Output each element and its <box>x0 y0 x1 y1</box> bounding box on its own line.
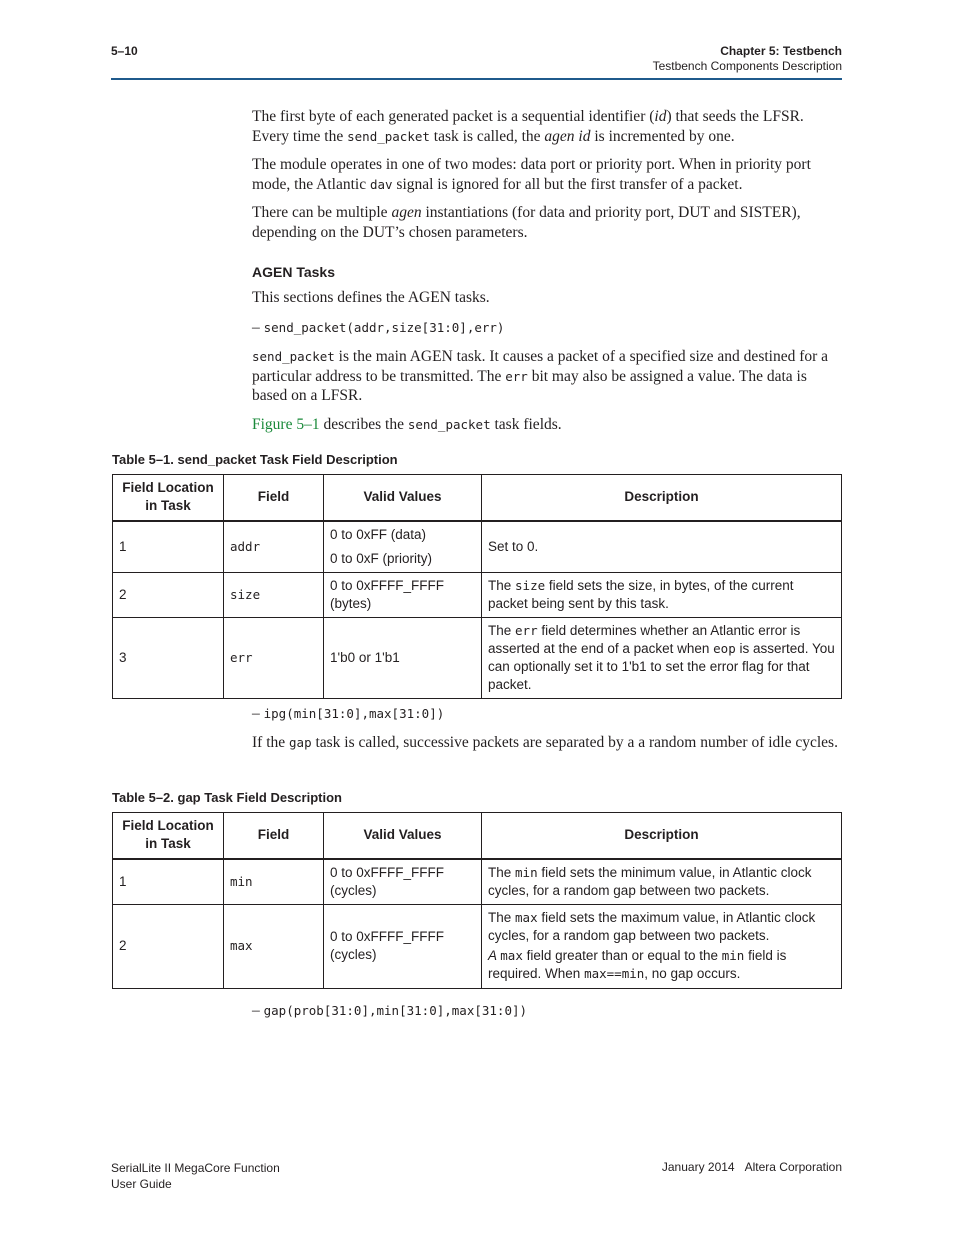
cell-field: err <box>224 617 324 698</box>
text-run: field sets the minimum value, in Atlantic clock cycles, for a random gap between two packets. <box>488 864 812 898</box>
code-size: size <box>515 577 546 593</box>
cell-location: 2 <box>113 572 224 617</box>
text-run: field sets the maximum value, in Atlantic clock cycles, for a random gap between two packets. <box>488 910 816 943</box>
text-run: field sets the size, in bytes, of the current packet being sent by this task. <box>488 577 794 611</box>
task-signature-send-packet <box>252 318 844 338</box>
chapter-title: Chapter 5: Testbench <box>720 44 842 58</box>
paragraph-gap <box>252 733 844 753</box>
text-run-italic: agen id <box>544 127 591 145</box>
text-run: task is called, the <box>429 127 545 145</box>
code-max: max <box>500 948 523 963</box>
cell-values <box>324 521 482 573</box>
code-signature: gap(prob[31:0],min[31:0],max[31:0]) <box>263 1003 528 1018</box>
paragraph-id-seed <box>252 107 844 146</box>
text-run: , no gap occurs. <box>644 966 741 981</box>
text-run: is asserted. You can optionally set it to 1'b1 to set the error flag for that packet. <box>488 640 835 692</box>
text-run: is the main AGEN task. It causes a packet of a specified size and destined for a particular address to be transmitted. The <box>252 348 829 385</box>
text-run: The <box>488 910 516 925</box>
code-min: min <box>721 948 745 963</box>
code-dav: dav <box>369 176 393 192</box>
text-run: The module operates in one of two modes: data port or priority port. When in priority port mode, the Atlantic <box>252 156 811 193</box>
text-run: The <box>488 622 516 638</box>
description-line <box>488 909 835 945</box>
column-header: Valid Values <box>324 813 482 859</box>
section-heading: AGEN Tasks <box>252 264 335 280</box>
text-run: The <box>488 864 516 880</box>
cell-description <box>482 859 842 905</box>
text-run: There can be multiple <box>252 204 392 221</box>
column-header: Valid Values <box>324 475 482 521</box>
table-row <box>113 617 842 698</box>
column-header: Field Location in Task <box>113 813 224 859</box>
cell-location: 1 <box>113 859 224 905</box>
table-caption: Table 5–2. gap Task Field Description <box>112 790 342 805</box>
cell-description <box>482 904 842 988</box>
cell-values: 0 to 0xFFFF_FFFF (bytes) <box>324 572 482 617</box>
text-run-italic: agen <box>391 204 422 221</box>
column-header: Field <box>224 475 324 521</box>
text-run: describes the <box>319 415 408 433</box>
value-line: 0 to 0xFF (data) <box>330 526 427 542</box>
text-run: field is required. When <box>488 948 787 981</box>
text-run: ) that seeds the LFSR. Every time the <box>252 108 804 145</box>
cell-description <box>482 572 842 617</box>
column-header: Description <box>482 475 842 521</box>
text-run-italic: id <box>654 108 667 125</box>
code-gap: gap <box>289 734 312 750</box>
cell-location: 1 <box>113 521 224 573</box>
code-min: min <box>515 864 538 880</box>
figure-link[interactable]: Figure 5–1 <box>252 415 320 433</box>
cell-field: size <box>224 572 324 617</box>
table-row <box>113 859 842 905</box>
column-header: Field <box>224 813 324 859</box>
description-note <box>488 947 835 983</box>
cell-description <box>482 617 842 698</box>
code-eop: eop <box>713 640 736 656</box>
cell-field: max <box>224 904 324 988</box>
text-run: field determines whether an Atlantic error is asserted at the end of a packet when <box>488 622 801 656</box>
code-err: err <box>505 368 528 384</box>
section-title: Testbench Components Description <box>652 59 842 73</box>
footer-company: Altera Corporation <box>744 1160 842 1174</box>
code-send-packet: send_packet <box>407 416 491 432</box>
text-run: signal is ignored for all but the first transfer of a packet. <box>392 175 743 193</box>
cell-field: min <box>224 859 324 905</box>
gap-text <box>252 1001 844 1021</box>
table-row <box>113 521 842 573</box>
paragraph-send-packet <box>252 347 844 406</box>
agen-text <box>252 288 844 434</box>
code-send-packet: send_packet <box>252 349 335 364</box>
paragraph-figure-ref <box>252 415 844 435</box>
code-err: err <box>515 622 538 638</box>
cell-field: addr <box>224 521 324 573</box>
code-max-eq-min: max==min <box>584 966 645 981</box>
footer-date: January 2014 <box>661 1160 735 1174</box>
dash: – <box>252 1002 264 1019</box>
table-header-row <box>113 813 842 859</box>
code-max: max <box>515 910 538 925</box>
footer-right <box>662 1160 842 1174</box>
dash: – <box>252 705 264 722</box>
table-caption: Table 5–1. send_packet Task Field Description <box>112 452 398 467</box>
cell-values: 0 to 0xFFFF_FFFF (cycles) <box>324 904 482 988</box>
value-line: 0 to 0xF (priority) <box>330 550 433 566</box>
text-run: If the <box>252 733 290 751</box>
cell-location: 3 <box>113 617 224 698</box>
column-header: Description <box>482 813 842 859</box>
text-run: task is called, successive packets are separated by a a random number of idle cycles. <box>311 733 838 751</box>
table-header-row <box>113 475 842 521</box>
task-signature-ipg <box>252 704 844 724</box>
footer-doc: User Guide <box>111 1177 172 1191</box>
text-run: The first byte of each generated packet is a sequential identifier ( <box>252 108 655 125</box>
page-number: 5–10 <box>111 44 138 58</box>
intro-text <box>252 107 844 242</box>
text-run: bit may also be assigned a value. The data is based on a LFSR. <box>252 367 807 404</box>
text-run: task fields. <box>490 415 562 433</box>
cell-location: 2 <box>113 904 224 988</box>
send-packet-table <box>112 474 842 699</box>
column-header: Field Location in Task <box>113 475 224 521</box>
text-run: instantiations (for data and priority port, DUT and SISTER), depending on the DUT’s chosen parameters. <box>252 204 801 241</box>
ipg-text <box>252 704 844 752</box>
dash: – <box>252 318 264 336</box>
paragraph-instantiations <box>252 203 844 242</box>
footer-product: SerialLite II MegaCore Function <box>111 1161 280 1175</box>
cell-values: 1'b0 or 1'b1 <box>324 617 482 698</box>
paragraph-agen-intro: This sections defines the AGEN tasks. <box>252 289 490 306</box>
text-run-italic: A <box>488 948 501 963</box>
text-run: is incremented by one. <box>590 127 735 145</box>
table-row <box>113 904 842 988</box>
task-signature-gap <box>252 1001 844 1021</box>
paragraph-modes <box>252 155 844 194</box>
table-row <box>113 572 842 617</box>
header-rule <box>111 78 842 80</box>
text-run: The <box>488 577 516 593</box>
text-run: field greater than or equal to the <box>522 948 722 963</box>
footer-left <box>111 1160 280 1192</box>
cell-values: 0 to 0xFFFF_FFFF (cycles) <box>324 859 482 905</box>
code-send-packet: send_packet <box>347 128 430 144</box>
code-signature: ipg(min[31:0],max[31:0]) <box>263 706 445 721</box>
gap-table <box>112 812 842 989</box>
code-signature: send_packet(addr,size[31:0],err) <box>263 319 505 335</box>
running-header <box>653 44 842 74</box>
cell-description: Set to 0. <box>482 521 842 573</box>
